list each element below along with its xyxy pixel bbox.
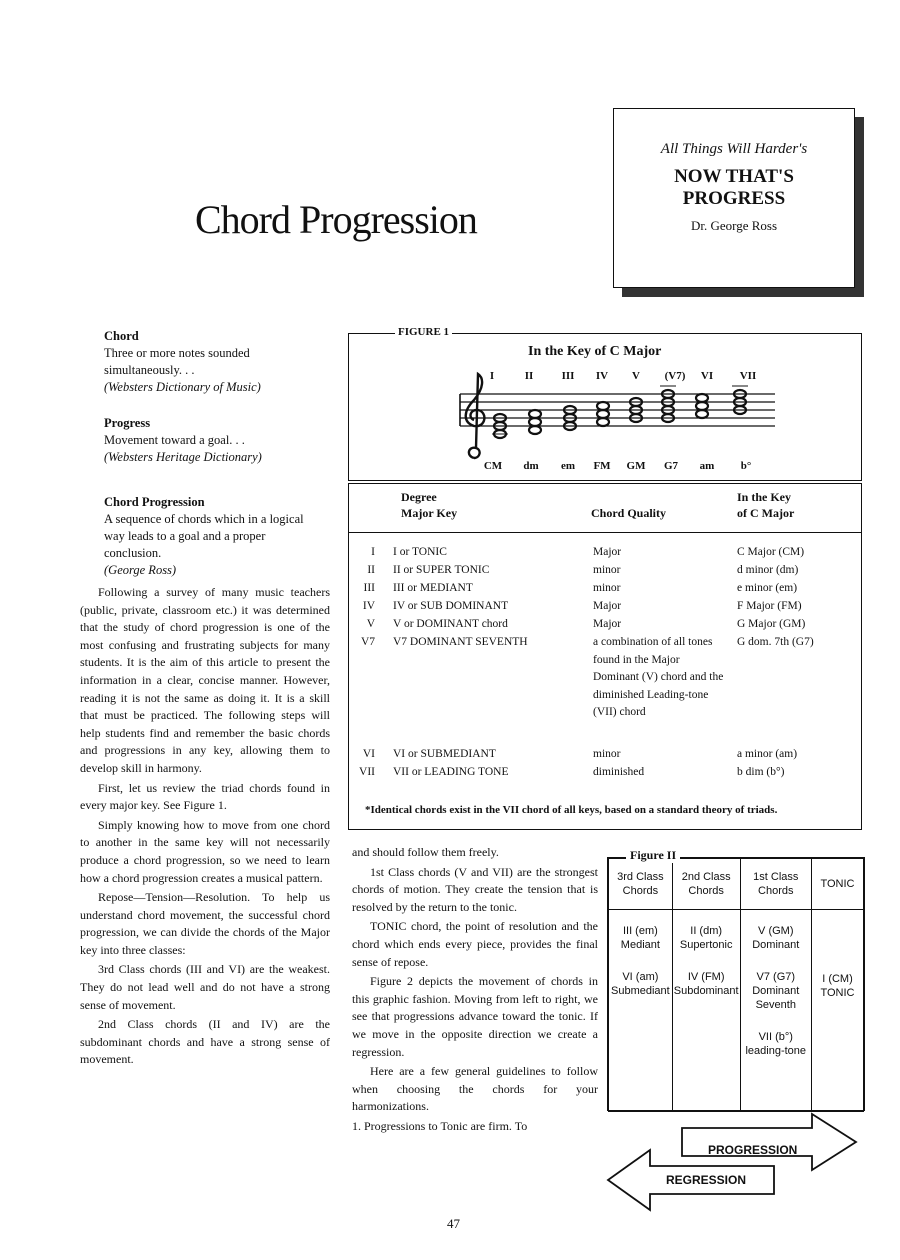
definition-chord: [104, 328, 314, 396]
figure2-header: 1st Class Chords: [740, 859, 811, 910]
table-header-key: In the Key of C Major: [737, 490, 795, 520]
paragraph: First, let us review the triad chords found in every major key. See Figure 1.: [80, 780, 330, 813]
staff-notation: [440, 368, 800, 466]
table-row: VII VII or LEADING TONE diminished b dim (b°): [359, 766, 785, 778]
regression-label: REGRESSION: [666, 1173, 747, 1187]
progression-label: PROGRESSION: [708, 1143, 798, 1157]
series-box: [613, 108, 855, 288]
definition-term: Progress: [104, 416, 151, 430]
page-title: Chord Progression: [195, 197, 477, 242]
figure2-header: 2nd Class Chords: [672, 859, 740, 910]
roman-numeral: (V7): [664, 370, 686, 382]
table-footnote: *Identical chords exist in the VII chord of all keys, based on a standard theory of triads.: [365, 804, 778, 816]
table-row: III III or MEDIANT minor e minor (em): [363, 582, 798, 594]
definition-text: A sequence of chords which in a logical way leads to a goal and a proper conclusion.: [104, 512, 304, 560]
definition-source: (George Ross): [104, 563, 177, 577]
roman-numeral: II: [524, 370, 534, 382]
figure2-label: Figure II: [626, 848, 680, 863]
series-byline: All Things Will Harder's: [660, 141, 808, 157]
series-title-line1: NOW THAT'S: [674, 166, 794, 187]
figure2-col-3rd: III (em) Mediant VI (am) Submediant: [609, 910, 673, 1112]
definition-chord-progression: [104, 494, 314, 579]
chord-name: G7: [663, 460, 679, 472]
roman-numeral: IV: [595, 370, 609, 382]
left-column: [80, 584, 330, 1214]
figure2-col-tonic: I (CM) TONIC: [811, 910, 863, 1112]
series-author: Dr. George Ross: [690, 218, 778, 233]
roman-numeral: I: [489, 370, 495, 382]
definition-text: Three or more notes sounded simultaneously. . .: [104, 346, 250, 377]
chord-name: b°: [740, 460, 752, 472]
chord-name: dm: [523, 460, 539, 472]
roman-numeral: III: [561, 370, 575, 382]
chord-table: [348, 483, 862, 830]
chord-name: CM: [483, 460, 503, 472]
table-header-degree: Degree Major Key: [401, 490, 458, 520]
paragraph: Simply knowing how to move from one chord to another in the same key will not necessarily produce a chord progression, so we need to learn how a chord progression creates a musical pattern.: [80, 817, 330, 885]
chord-name: GM: [626, 460, 646, 472]
definition-source: (Websters Dictionary of Music): [104, 380, 261, 394]
roman-numeral: VII: [739, 370, 757, 382]
table-row: I I or TONIC Major C Major (CM): [371, 546, 805, 558]
table-row: IV IV or SUB DOMINANT Major F Major (FM): [362, 600, 802, 612]
paragraph: and should follow them freely.: [352, 845, 499, 859]
definition-source: (Websters Heritage Dictionary): [104, 450, 262, 464]
paragraph: 2nd Class chords (II and IV) are the subdominant chords and have a strong sense of movement.: [80, 1017, 330, 1067]
page-number: 47: [447, 1216, 460, 1231]
paragraph: TONIC chord, the point of resolution and the chord which ends every piece, provides the final sense of repose.: [352, 919, 598, 969]
paragraph: Following a survey of many music teachers (public, private, classroom etc.) it was determined that the study of chord progression is one of the most confusing and frustrating subjects for many students. It is the aim of this article to present the information in a clear, concise manner. However, reading it is not the same as doing it. It is a skill that must be practiced. The following steps will help students find and remember the basic chords and progressions in any key, allowing them to develop skill in harmony.: [80, 585, 330, 775]
paragraph: Figure 2 depicts the movement of chords in this graphic fashion. Moving from left to right, we see that progressions advance toward the tonic. If we move in the opposite direction we create a regression.: [352, 974, 598, 1059]
chord-name: FM: [593, 460, 611, 472]
figure1-label: FIGURE 1: [395, 326, 452, 338]
table-header-quality: Chord Quality: [591, 506, 667, 520]
figure2-table: [607, 857, 865, 1111]
figure2-header: TONIC: [811, 859, 863, 910]
treble-clef-icon: [466, 374, 485, 458]
paragraph: Here are a few general guidelines to follow when choosing the chords for your harmonizations.: [352, 1064, 598, 1114]
series-title-line2: PROGRESS: [682, 188, 786, 209]
chord-name: am: [699, 460, 715, 472]
table-row: VI VI or SUBMEDIANT minor a minor (am): [362, 748, 798, 760]
table-row: V7 V7 DOMINANT SEVENTH a combination of all tones found in the Major Dominant (V) chord and the diminished Leading-tone (VII) chord G dom. 7th (G7): [360, 636, 814, 719]
key-title: In the Key of C Major: [528, 344, 662, 359]
definition-term: Chord: [104, 329, 139, 343]
figure2-col-1st: V (GM) Dominant V7 (G7) Dominant Seventh VII (b°) leading-tone: [740, 910, 811, 1112]
paragraph: Repose—Tension—Resolution. To help us understand chord movement, the successful chord progression, we can divide the chords of the Major key into three classes:: [80, 890, 330, 957]
definition-progress: [104, 415, 314, 466]
figure2-header: 3rd Class Chords: [609, 859, 673, 910]
paragraph: 1. Progressions to Tonic are firm. To: [352, 1118, 528, 1133]
definition-term: Chord Progression: [104, 495, 205, 509]
chord-name: em: [560, 460, 576, 472]
table-divider: [349, 532, 861, 533]
definition-text: Movement toward a goal. . .: [104, 433, 245, 447]
roman-numeral: VI: [700, 370, 714, 382]
paragraph: 1st Class chords (V and VII) are the strongest chords of motion. They create the tension that is resolved by the return to the tonic.: [352, 864, 598, 914]
middle-column: [352, 844, 598, 1216]
figure2-col-2nd: II (dm) Supertonic IV (FM) Subdominant: [672, 910, 740, 1112]
roman-numeral: V: [632, 370, 640, 382]
table-row: II II or SUPER TONIC minor d minor (dm): [367, 564, 799, 576]
table-row: V V or DOMINANT chord Major G Major (GM): [366, 618, 806, 630]
paragraph: 3rd Class chords (III and VI) are the weakest. They do not lead well and do not have a strong sense of movement.: [80, 962, 330, 1012]
